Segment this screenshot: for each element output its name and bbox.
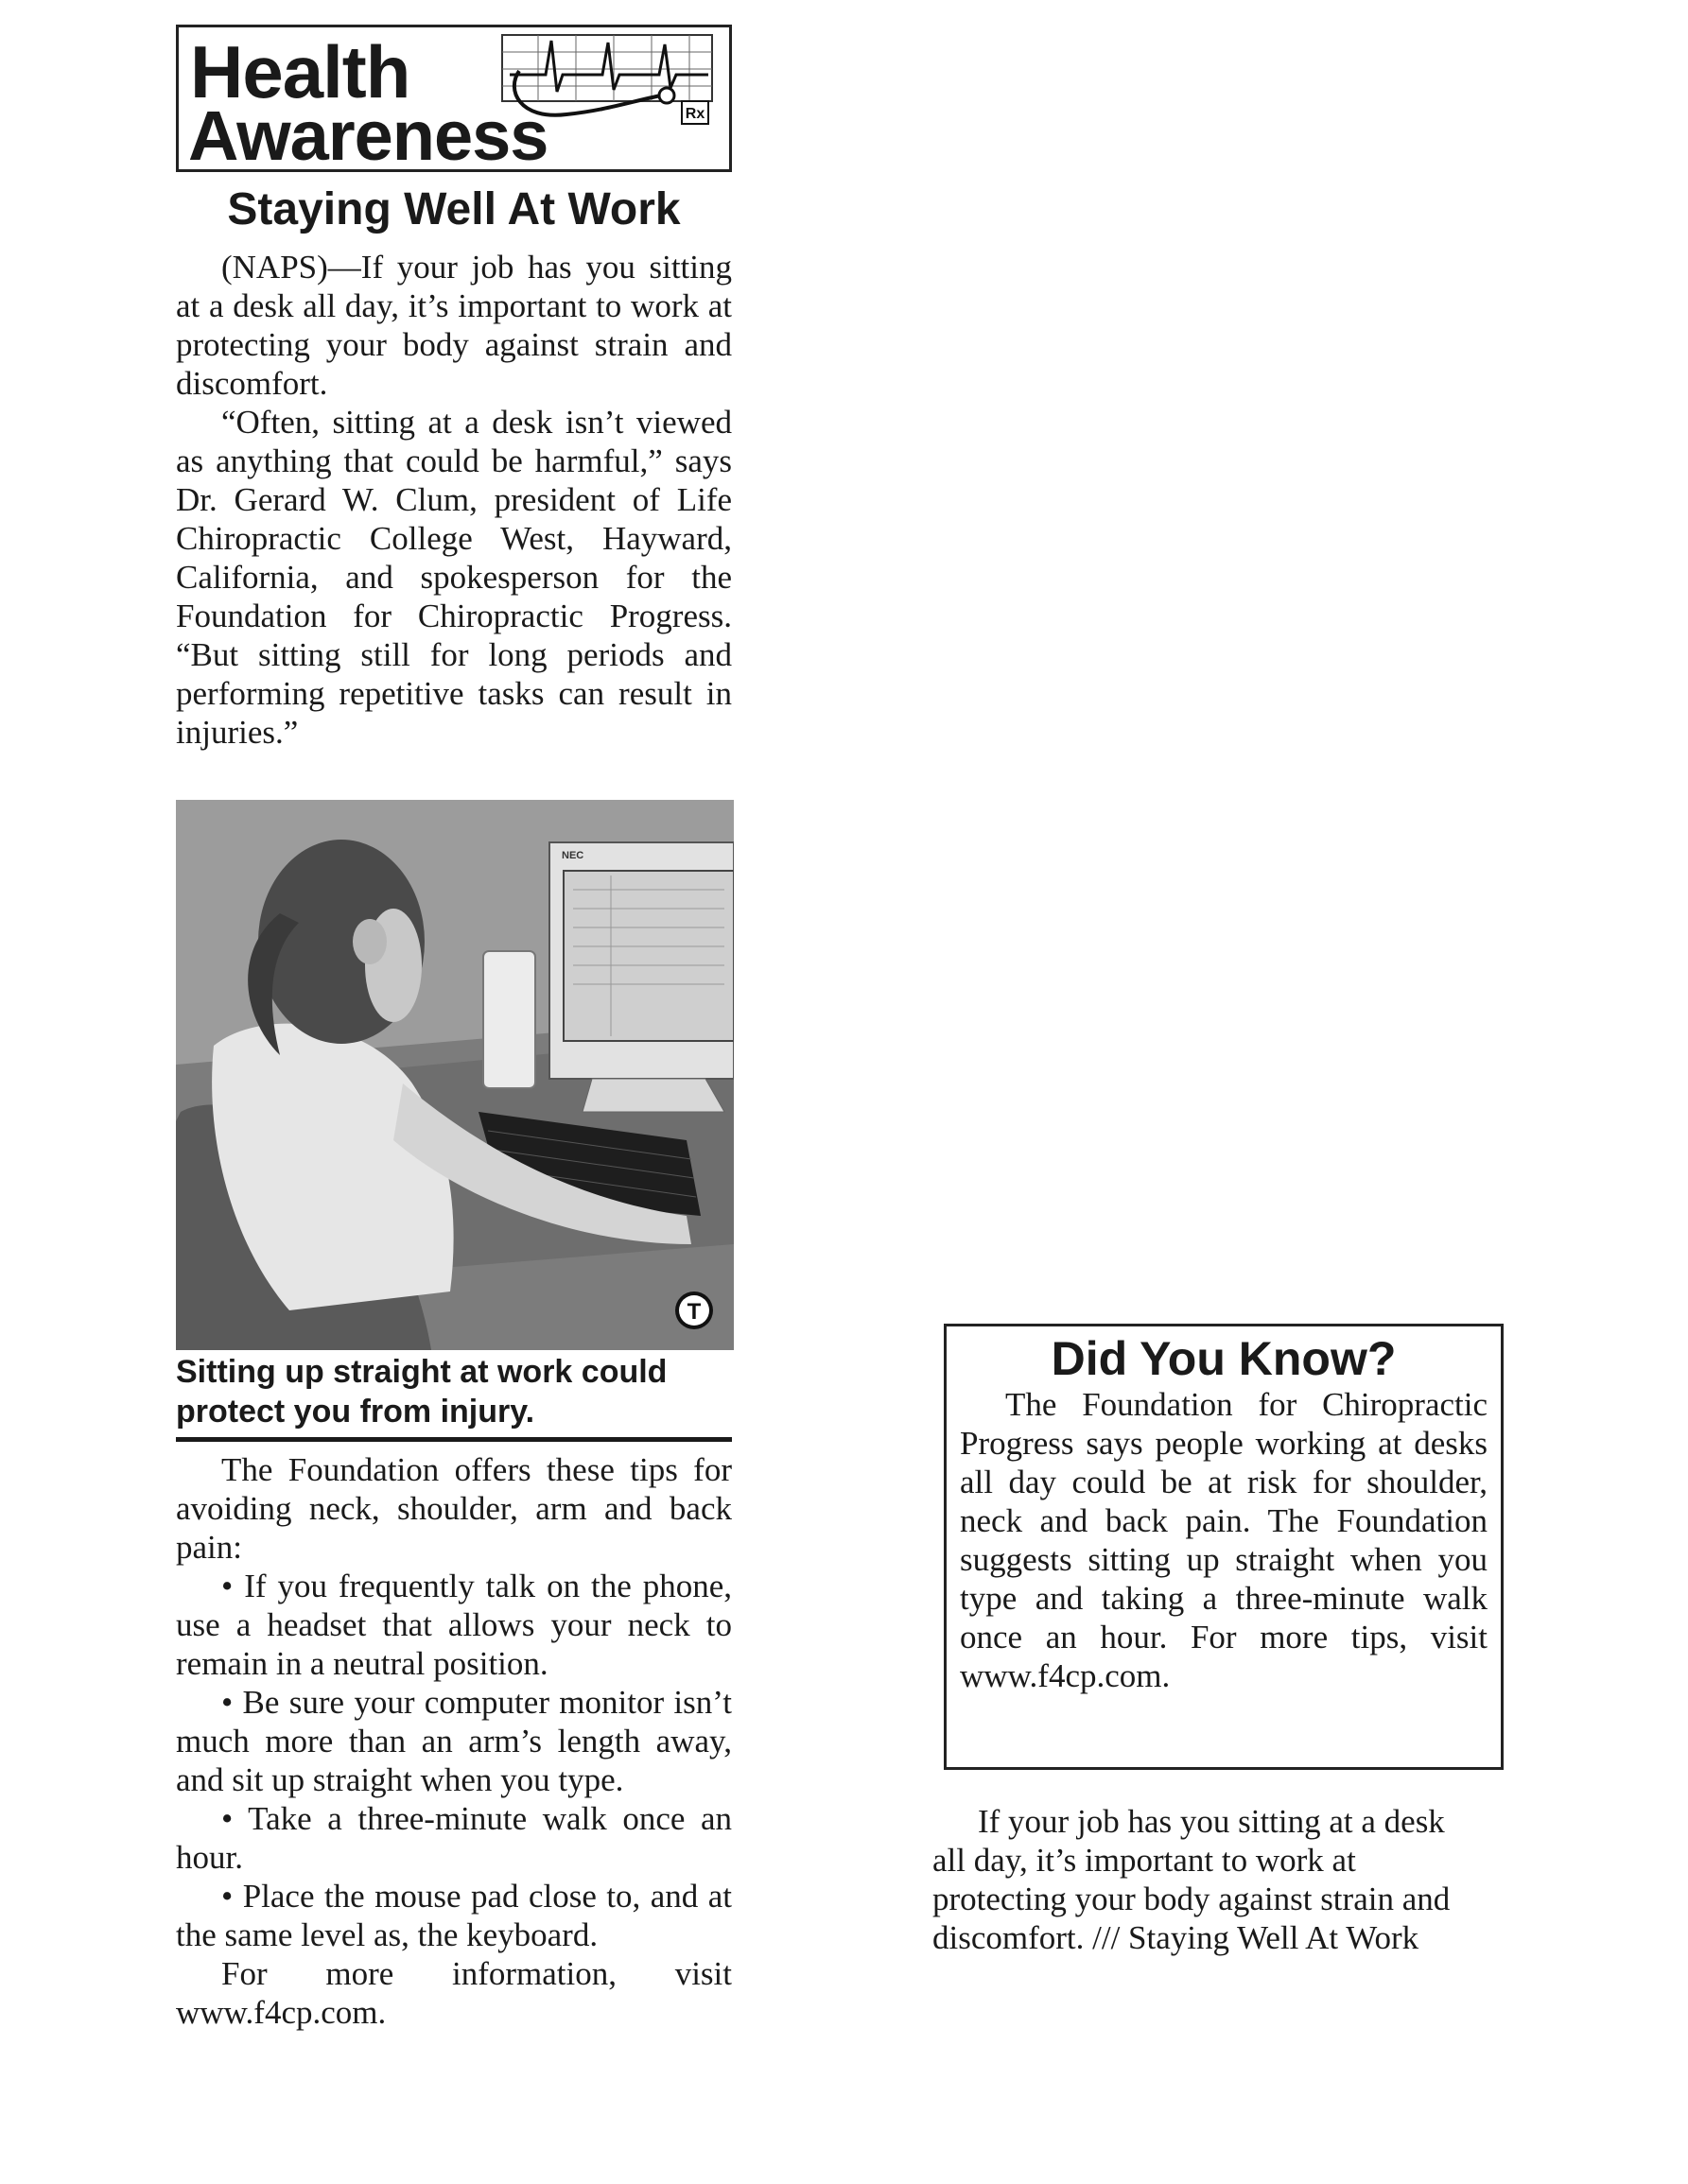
article-headline: Staying Well At Work [227, 184, 681, 234]
intro-paragraph: “Often, sitting at a desk isn’t viewed as anything that could be harmful,” says Dr. Gerard W. Clum, president of Life Chiropractic College West, Hayward, California, and spokesperson for the Foundation for Chiropractic Progress. “But sitting still for long periods and performing repetitive tasks can result in injuries.” [176, 404, 732, 751]
did-you-know-box [944, 1324, 1504, 1770]
masthead-logo [176, 25, 732, 175]
intro-paragraph: (NAPS)—If your job has you sitting at a desk all day, it’s important to work at protecting your body against strain and discomfort. [176, 249, 732, 402]
tip-item: • Place the mouse pad close to, and at the same level as, the keyboard. [176, 1878, 732, 1953]
ekg-stethoscope-icon [500, 33, 716, 128]
summary-text [932, 1802, 1479, 1957]
tip-item: • If you frequently talk on the phone, use a headset that allows your neck to remain in a neutral position. [176, 1568, 732, 1682]
summary-paragraph: If your job has you sitting at a desk all day, it’s important to work at protecting your body against strain and discomfort. /// Staying Well At Work [932, 1803, 1451, 1956]
intro-text [176, 248, 732, 752]
rx-label: Rx [685, 106, 705, 122]
tips-lead: The Foundation offers these tips for avoiding neck, shoulder, arm and back pain: [176, 1451, 732, 1566]
monitor-brand-label: NEC [562, 850, 584, 861]
photo-caption: Sitting up straight at work could protect you from injury. [176, 1352, 732, 1442]
tip-item: • Take a three-minute walk once an hour. [176, 1800, 732, 1876]
did-you-know-text: The Foundation for Chiropractic Progress says people working at desks all day could be at risk for shoulder, neck and back pain. The Foundation suggests sitting up straight when you type and taking a three-minute walk once an hour. For more tips, visit www.f4cp.com. [960, 1386, 1488, 1694]
did-you-know-title: Did You Know? [1051, 1332, 1397, 1385]
naps-badge-label: T [687, 1299, 702, 1325]
did-you-know-body [960, 1385, 1488, 1695]
tip-item: • Be sure your computer monitor isn’t much more than an arm’s length away, and sit up straight when you type. [176, 1684, 732, 1798]
masthead-line2: Awareness [188, 96, 548, 175]
tips-closing: For more information, visit www.f4cp.com. [176, 1955, 732, 2031]
tips-section [176, 1450, 732, 2032]
office-photo [176, 800, 734, 1350]
masthead-line1: Health [190, 30, 410, 113]
